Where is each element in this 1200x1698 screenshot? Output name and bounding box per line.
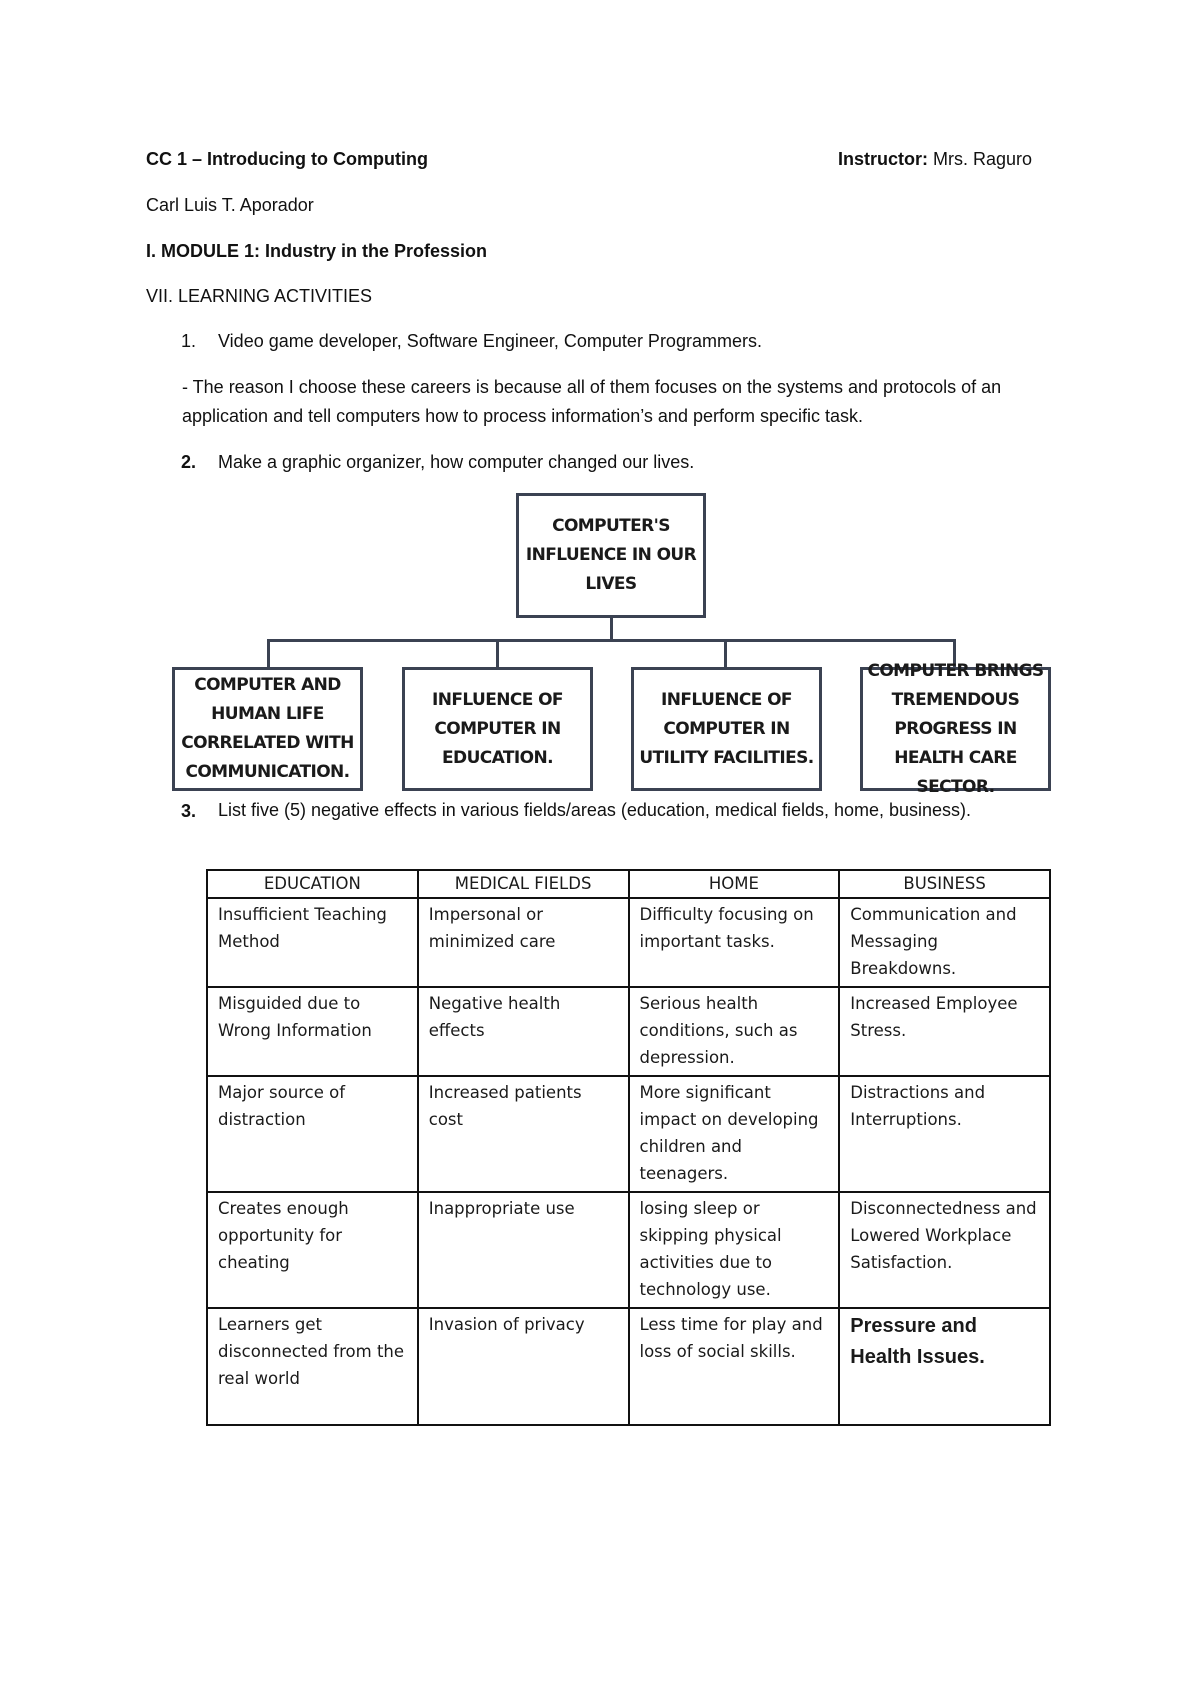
student-name: Carl Luis T. Aporador bbox=[146, 195, 314, 215]
header-home: HOME bbox=[629, 870, 840, 898]
table-cell: Insufficient Teaching Method bbox=[207, 898, 418, 987]
negative-effects-table bbox=[206, 869, 1051, 1426]
table-cell: Less time for play and loss of social skills. bbox=[629, 1308, 840, 1425]
item-text-1: Video game developer, Software Engineer, Computer Programmers. bbox=[218, 331, 762, 351]
organizer-child-education bbox=[402, 667, 593, 791]
connector-drop-3 bbox=[724, 639, 727, 668]
item-text-2: Make a graphic organizer, how computer changed our lives. bbox=[218, 452, 695, 472]
table-cell: Pressure and Health Issues. bbox=[839, 1308, 1050, 1425]
organizer-box-label: COMPUTER'S INFLUENCE IN OUR LIVES bbox=[525, 516, 697, 594]
table-row bbox=[207, 1308, 1050, 1425]
instructor-line bbox=[838, 148, 1032, 170]
organizer-box-label: COMPUTER BRINGS TREMENDOUS PROGRESS IN HEALTH CARE SECTOR. bbox=[867, 660, 1044, 797]
instructor-label: Instructor: bbox=[838, 149, 928, 169]
table-row bbox=[207, 898, 1050, 987]
table-cell: Disconnectedness and Lowered Workplace Satisfaction. bbox=[839, 1192, 1050, 1308]
table-cell: Communication and Messaging Breakdowns. bbox=[839, 898, 1050, 987]
table-cell: Impersonal or minimized care bbox=[418, 898, 629, 987]
organizer-box-label: INFLUENCE OF COMPUTER IN UTILITY FACILITIES. bbox=[639, 689, 814, 768]
table-row bbox=[207, 987, 1050, 1076]
table-cell: Distractions and Interruptions. bbox=[839, 1076, 1050, 1192]
table-cell: Negative health effects bbox=[418, 987, 629, 1076]
header-medical-fields: MEDICAL FIELDS bbox=[418, 870, 629, 898]
table-cell: Increased Employee Stress. bbox=[839, 987, 1050, 1076]
table-cell: Difficulty focusing on important tasks. bbox=[629, 898, 840, 987]
item-number-3: 3. bbox=[181, 801, 197, 821]
table-header-row bbox=[207, 870, 1050, 898]
table-cell: Major source of distraction bbox=[207, 1076, 418, 1192]
organizer-box-label: INFLUENCE OF COMPUTER IN EDUCATION. bbox=[432, 689, 563, 768]
instructor-name: Mrs. Raguro bbox=[933, 149, 1033, 169]
table-cell: Inappropriate use bbox=[418, 1192, 629, 1308]
item-number-2: 2. bbox=[181, 452, 197, 472]
table-cell: Increased patients cost bbox=[418, 1076, 629, 1192]
table-cell: Misguided due to Wrong Information bbox=[207, 987, 418, 1076]
item-text-3: List five (5) negative effects in various fields/areas (education, medical fields, home, business). bbox=[218, 800, 972, 820]
table-cell: More significant impact on developing children and teenagers. bbox=[629, 1076, 840, 1192]
header-business: BUSINESS bbox=[839, 870, 1050, 898]
table-cell: Serious health conditions, such as depression. bbox=[629, 987, 840, 1076]
reason-paragraph: - The reason I choose these careers is because all of them focuses on the systems and protocols of an application and tell computers how to process information’s and perform specific task. bbox=[182, 377, 1002, 426]
organizer-child-utility bbox=[631, 667, 822, 791]
table-cell: losing sleep or skipping physical activities due to technology use. bbox=[629, 1192, 840, 1308]
organizer-child-health bbox=[860, 660, 1051, 797]
table-cell: Creates enough opportunity for cheating bbox=[207, 1192, 418, 1308]
connector-drop-2 bbox=[496, 639, 499, 668]
module-title: I. MODULE 1: Industry in the Profession bbox=[146, 241, 488, 261]
connector-root-stem bbox=[610, 618, 613, 640]
organizer-box-label: COMPUTER AND HUMAN LIFE CORRELATED WITH COMMUNICATION. bbox=[181, 675, 354, 782]
table-row bbox=[207, 1192, 1050, 1308]
connector-horizontal bbox=[267, 639, 956, 642]
section-title: VII. LEARNING ACTIVITIES bbox=[146, 286, 373, 306]
table-row bbox=[207, 1076, 1050, 1192]
header-education: EDUCATION bbox=[207, 870, 418, 898]
table-cell: Learners get disconnected from the real world bbox=[207, 1308, 418, 1425]
course-title: CC 1 – Introducing to Computing bbox=[146, 149, 428, 169]
organizer-child-communication bbox=[172, 667, 363, 791]
table-cell: Invasion of privacy bbox=[418, 1308, 629, 1425]
connector-drop-1 bbox=[267, 639, 270, 668]
item-number-1: 1. bbox=[181, 331, 197, 351]
organizer-root-box bbox=[516, 493, 706, 618]
